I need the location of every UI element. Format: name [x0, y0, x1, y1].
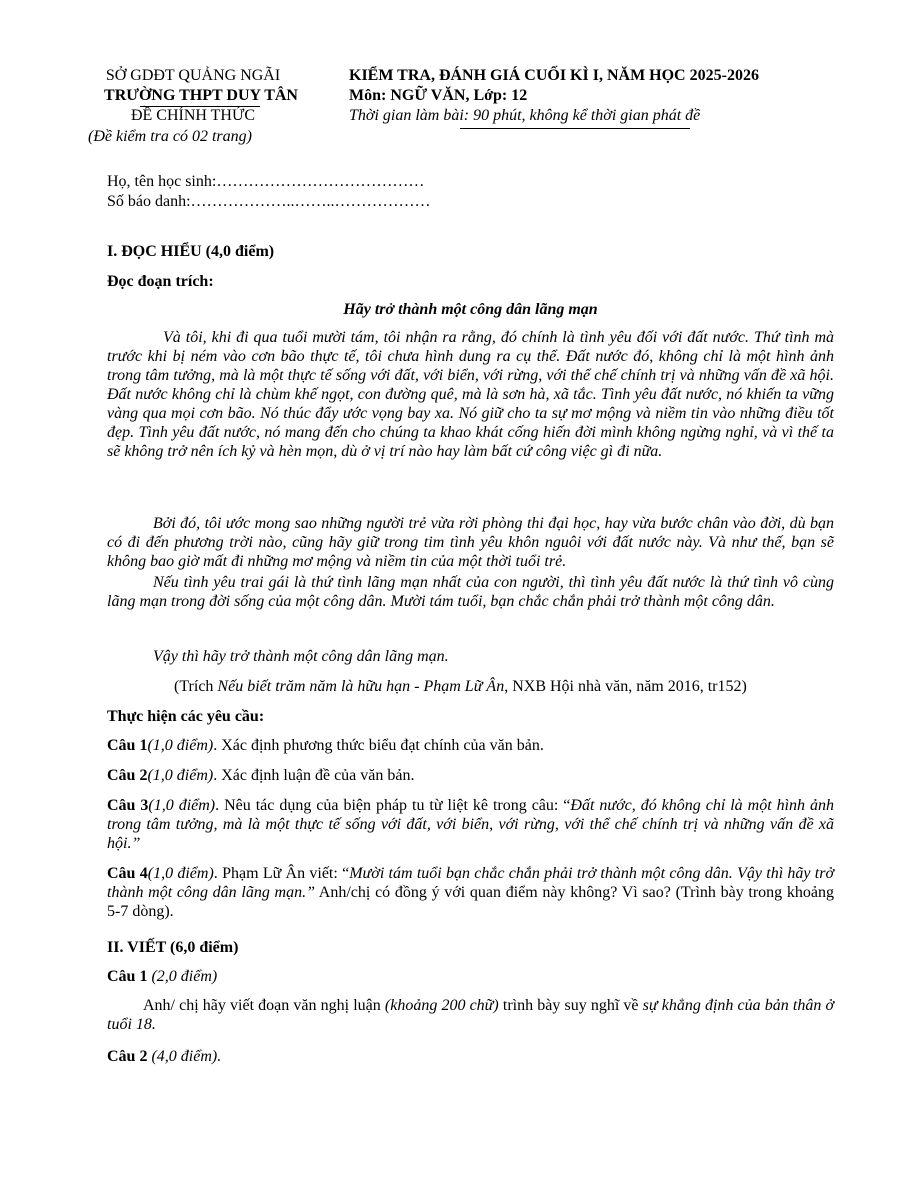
question-3 [107, 796, 834, 853]
c1-text-d: sự khẳng định của bản thân ở tuổi 18. [107, 997, 835, 1033]
dept-name: SỞ GDĐT QUẢNG NGÃI [105, 67, 281, 84]
source-suffix: , NXB Hội nhà văn, năm 2016, tr152) [504, 678, 747, 695]
exam-title: KIỂM TRA, ĐÁNH GIÁ CUỐI KÌ I, NĂM HỌC 2025-2026 [349, 67, 759, 84]
section-1-title: I. ĐỌC HIỂU (4,0 điểm) [107, 243, 275, 260]
q2-points: (1,0 điểm) [147, 767, 214, 784]
q3-points: (1,0 điểm) [148, 797, 216, 814]
passage-paragraph-1: Và tôi, khi đi qua tuổi mười tám, tôi nhận ra rằng, đó chính là tình yêu đối với đất nước. Thứ tình mà trước khi bị ném vào cơn bão thực tế, tôi chưa hình dung ra cụ thể. Đất nước đó, không chỉ là một hình ảnh trong tâm tưởng, mà là một thực tế sống với đất, với biển, với rừng, với thể chế chính trị và những vấn đề xã hội. Đất nước không chỉ là chùm khế ngọt, con đường quê, mà là sơn hà, xã tắc. Tình yêu đất nước, nó khiến ta vững vàng qua mọi cơn bão. Nó thúc đẩy ước vọng bay xa. Nó giữ cho ta sự mơ mộng và niềm tin vào những điều tốt đẹp. Tình yêu đất nước, nó mang đến cho chúng ta khao khát cống hiến đời mình không ngừng nghỉ, và vì thế ta sẽ không trở nên ích kỷ và hèn mọn, dù ở vị trí nào hay làm bất cứ công việc gì đi nữa. [107, 329, 834, 460]
q3-quote: Đất nước, đó không chỉ là một hình ảnh trong tâm tưởng, mà là một thực tế sống với đất, với biển, với rừng, với thể chế chính trị và những vấn đề xã hội.” [107, 797, 835, 852]
official-label: ĐỀ CHÍNH THỨC [130, 107, 256, 124]
source-book: Nếu biết trăm năm là hữu hạn - Phạm Lữ Ân [217, 678, 505, 695]
exam-subject: Môn: NGỮ VĂN, Lớp: 12 [349, 87, 528, 104]
q1-text: . Xác định phương thức biểu đạt chính của văn bản. [213, 737, 544, 754]
q4-text-b: Anh/chị có đồng ý với quan điểm này không? Vì sao? (Trình bày trong khoảng 5-7 dòng). [107, 884, 834, 920]
section-2-title: II. VIẾT (6,0 điểm) [107, 939, 239, 956]
q3-text: . Nêu tác dụng của biện pháp tu từ liệt kê trong câu: “ [215, 797, 571, 814]
q1-points: (1,0 điểm) [147, 737, 214, 754]
exam-time: Thời gian làm bài: 90 phút, không kể thời gian phát đề [349, 107, 701, 124]
school-name: TRƯỜNG THPT DUY TÂN [104, 87, 298, 104]
passage-paragraph-2: Bởi đó, tôi ước mong sao những người trẻ vừa rời phòng thi đại học, hay vừa bước chân vào đời, dù bạn có đi đến phương trời nào, cũng hãy giữ trong tim tình yêu khôn nguôi với đất nước này. Và như thế, bạn sẽ không bao giờ mất đi những mơ mộng và niềm tin của một thời tuổi trẻ. [107, 515, 834, 570]
c1-text-c: trình bày suy nghĩ về [498, 997, 643, 1014]
student-name-line: Họ, tên học sinh:………………………………… [107, 173, 425, 190]
c1-label: Câu 1 [107, 968, 148, 985]
writing-question-1-heading [107, 967, 217, 987]
read-label: Đọc đoạn trích: [107, 273, 214, 290]
writing-question-1-text [107, 996, 834, 1034]
q4-label: Câu 4 [107, 865, 148, 882]
q4-quote: Mười tám tuổi bạn chắc chắn phải trở thành một công dân. Vậy thì hãy trở thành một công dân lãng mạn.” [107, 865, 835, 901]
q4-points: (1,0 điểm) [147, 865, 214, 882]
c1-text-b: (khoảng 200 chữ) [384, 997, 499, 1014]
q3-label: Câu 3 [107, 797, 149, 814]
writing-question-2-heading [107, 1047, 221, 1067]
c1-points: (2,0 điểm) [151, 968, 218, 985]
question-2 [107, 766, 414, 786]
c2-label: Câu 2 [107, 1048, 148, 1065]
time-underline [460, 128, 690, 129]
source-prefix: (Trích [174, 678, 218, 695]
pages-note: (Đề kiểm tra có 02 trang) [88, 128, 252, 145]
source-citation [174, 677, 747, 697]
passage-paragraph-4: Vậy thì hãy trở thành một công dân lãng mạn. [153, 648, 449, 665]
tasks-label: Thực hiện các yêu cầu: [107, 708, 265, 725]
student-id-line: Số báo danh:………………..……..……………… [107, 193, 431, 210]
q2-text: . Xác định luận đề của văn bản. [213, 767, 415, 784]
q1-label: Câu 1 [107, 737, 148, 754]
c1-text-a: Anh/ chị hãy viết đoạn văn nghị luận [143, 997, 385, 1014]
passage-title: Hãy trở thành một công dân lãng mạn [343, 301, 598, 318]
c2-points: (4,0 điểm). [151, 1048, 222, 1065]
q4-text-a: . Phạm Lữ Ân viết: “ [213, 865, 350, 882]
question-1 [107, 736, 544, 756]
q2-label: Câu 2 [107, 767, 148, 784]
question-4 [107, 864, 834, 921]
passage-paragraph-3: Nếu tình yêu trai gái là thứ tình lãng mạn nhất của con người, thì tình yêu đất nước là thứ tình vô cùng lãng mạn trong đời sống của một công dân. Mười tám tuổi, bạn chắc chắn phải trở thành một công dân. [107, 574, 834, 610]
